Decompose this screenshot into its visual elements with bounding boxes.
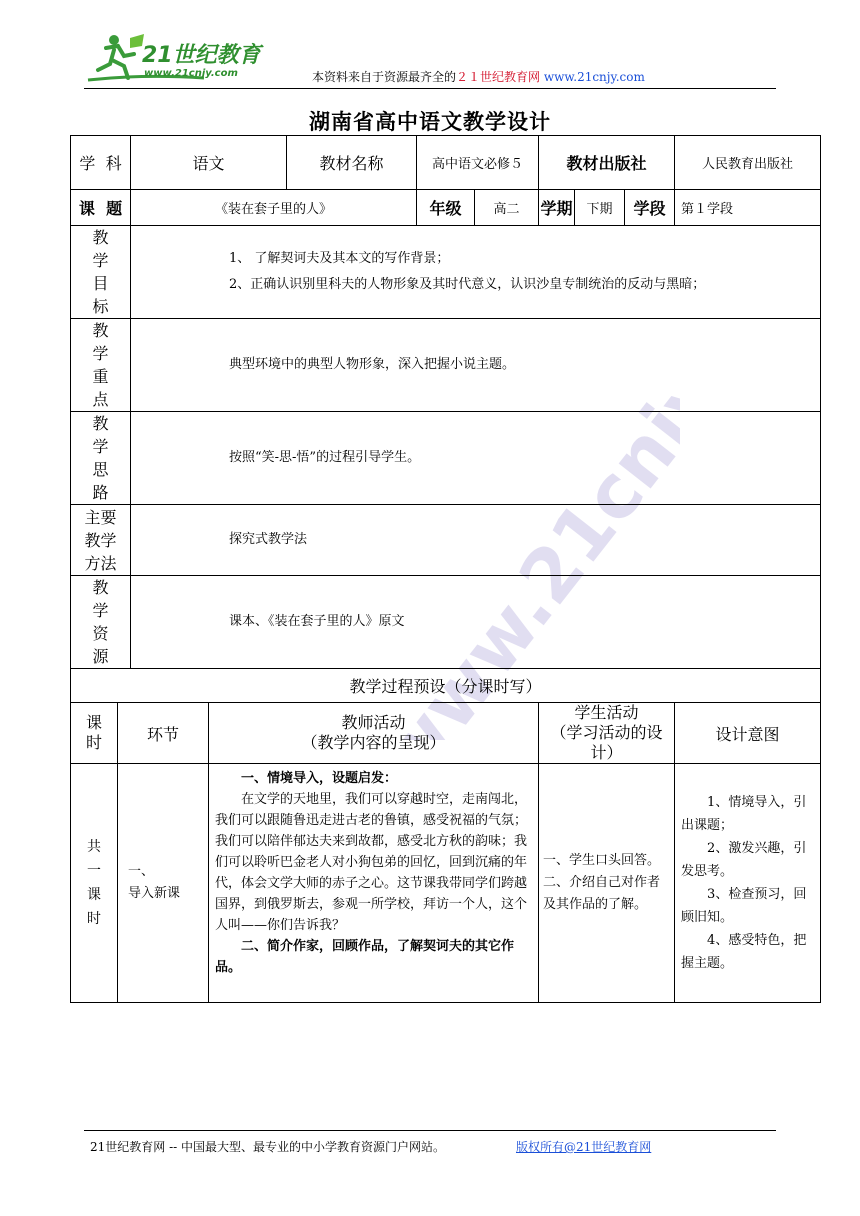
header-note-prefix: 本资料来自于资源最齐全的: [312, 70, 457, 84]
logo-text: 21世纪教育: [142, 43, 261, 68]
publisher-value: 人民教育出版社: [675, 136, 821, 190]
header-note-link[interactable]: www.21cnjy.com: [543, 70, 645, 84]
approach-label: 教 学 思 路: [71, 412, 131, 505]
watermark-text: www.21cnjy.com: [362, 340, 680, 740]
footer-text: 21世纪教育网 -- 中国最大型、最专业的中小学教育资源门户网站。: [90, 1140, 446, 1154]
resource-label: 教 学 资 源: [71, 576, 131, 669]
period-cell: 共 一 课 时: [71, 764, 118, 1003]
header-note: [312, 68, 645, 85]
teacher-paragraph-1: 在文学的天地里，我们可以穿越时空，走南闯北，我们可以跟随鲁迅走进古老的鲁镇，感受祝福的气氛；我们可以陪伴郁达夫来到故都，感受北方秋的韵味；我们可以聆听巴金老人对小狗包弟的回忆，回到沉痛的年代，体会文学大师的赤子之心。这节课我带同学们跨越国界，到俄罗斯去，参观一所学校，拜访一个人，这个人叫——你们告诉我？: [215, 792, 528, 933]
col-intent-header: 设计意图: [675, 703, 821, 764]
col-teacher-header: 教师活动 （教学内容的呈现）: [209, 703, 539, 764]
footer-rule: [84, 1130, 776, 1131]
term-value: 下期: [575, 190, 625, 226]
teacher-activity: [209, 764, 539, 1003]
goals-content: [131, 226, 821, 319]
grade-label: 年级: [417, 190, 475, 226]
student-activity: 一、学生口头回答。 二、介绍自己对作者及其作品的了解。: [539, 764, 675, 1003]
textbook-label: 教材名称: [287, 136, 417, 190]
header-rule: [84, 88, 776, 89]
goal-item: 2、正确认识别里科夫的人物形象及其时代意义，认识沙皇专制统治的反动与黑暗；: [229, 277, 706, 292]
grade-value: 高二: [475, 190, 539, 226]
col-period-header: 课 时: [71, 703, 118, 764]
focus-content: 典型环境中的典型人物形象，深入把握小说主题。: [131, 319, 821, 412]
section-value: 第１学段: [675, 190, 821, 226]
lesson-plan-table: [70, 135, 821, 1003]
site-logo: [84, 30, 294, 86]
teacher-heading-2: 二、简介作家，回顾作品，了解契诃夫的其它作品。: [215, 939, 515, 975]
approach-content: 按照“笑-思-悟”的过程引导学生。: [131, 412, 821, 505]
focus-label: 教 学 重 点: [71, 319, 131, 412]
goals-label: 教 学 目 标: [71, 226, 131, 319]
copyright-link[interactable]: 版权所有@21世纪教育网: [516, 1140, 652, 1154]
stage-cell: 一、 导入新课: [118, 764, 209, 1003]
subject-value: 语文: [131, 136, 287, 190]
topic-label: 课 题: [71, 190, 131, 226]
topic-value: 《装在套子里的人》: [131, 190, 417, 226]
textbook-value: 高中语文必修５: [417, 136, 539, 190]
design-intent: 1、情境导入，引出课题； 2、激发兴趣，引发思考。 3、检查预习，回顾旧知。 4、感受特色，把握主题。: [675, 764, 821, 1003]
method-content: 探究式教学法: [131, 505, 821, 576]
process-title: 教学过程预设（分课时写）: [71, 669, 821, 703]
header-note-site: ２１世纪教育网: [456, 70, 541, 84]
page-title: 湖南省高中语文教学设计: [309, 110, 551, 134]
col-student-header: 学生活动 （学习活动的设计）: [539, 703, 675, 764]
subject-label: 学 科: [71, 136, 131, 190]
publisher-label: 教材出版社: [539, 136, 675, 190]
section-label: 学段: [625, 190, 675, 226]
teacher-heading-1: 一、情境导入，设题启发：: [241, 771, 398, 786]
goal-item: 1、 了解契诃夫及其本文的写作背景；: [229, 251, 450, 266]
logo-url: www.21cnjy.com: [144, 68, 238, 79]
resource-content: 课本、《装在套子里的人》原文: [131, 576, 821, 669]
col-stage-header: 环节: [118, 703, 209, 764]
method-label: 主要 教学 方法: [71, 505, 131, 576]
term-label: 学期: [539, 190, 575, 226]
